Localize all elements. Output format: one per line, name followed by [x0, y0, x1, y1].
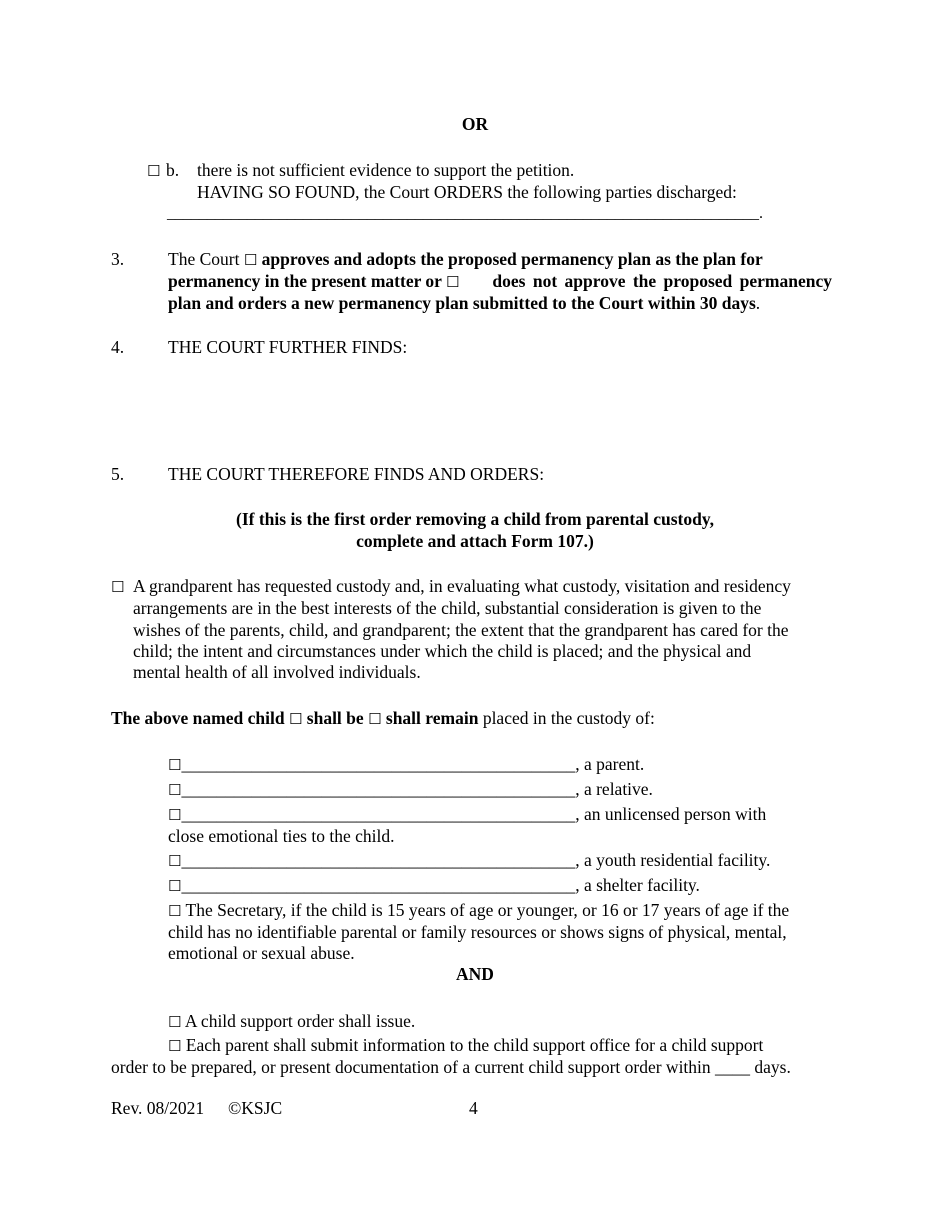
placement-unlicensed-blank[interactable]: _____________________________________________: [181, 804, 576, 824]
item4-number: 4.: [111, 337, 125, 357]
custody-lead: The above named child: [111, 708, 285, 728]
item3-period: .: [755, 293, 761, 313]
item4-text: THE COURT FURTHER FINDS:: [168, 337, 408, 357]
secretary-line3: emotional or sexual abuse.: [168, 943, 355, 963]
shall-be-label: shall be: [306, 708, 364, 728]
custody-line: [111, 707, 655, 730]
grandparent-checkbox[interactable]: ☐: [111, 578, 125, 596]
item-b-label: b.: [166, 160, 180, 180]
grandparent-line1: A grandparent has requested custody and, in evaluating what custody, visitation and residency: [133, 576, 791, 596]
support-submit-line2: order to be prepared, or present documentation of a current child support order within ____ days.: [111, 1057, 791, 1077]
placement-youth-blank[interactable]: _____________________________________________: [181, 850, 576, 870]
placement-parent-label: , a parent.: [575, 754, 645, 774]
placement-shelter-label: , a shelter facility.: [575, 875, 700, 895]
item5-text: THE COURT THEREFORE FINDS AND ORDERS:: [168, 464, 545, 484]
grandparent-line2: arrangements are in the best interests of the child, substantial consideration is given to the: [133, 598, 762, 618]
custody-tail: placed in the custody of:: [482, 708, 655, 728]
grandparent-line4: child; the intent and circumstances under which the child is placed; and the physical and: [133, 641, 752, 661]
placement-relative-checkbox[interactable]: ☐: [168, 781, 182, 799]
support-issue: [168, 1010, 415, 1033]
placement-unlicensed-checkbox[interactable]: ☐: [168, 806, 182, 824]
item3-lead: The Court: [168, 249, 240, 269]
and-heading: AND: [456, 964, 494, 984]
footer-rev: Rev. 08/2021: [111, 1098, 205, 1118]
item3-approves: approves and adopts the proposed permanency plan as the plan for: [261, 249, 763, 269]
placement-youth-label: , a youth residential facility.: [575, 850, 771, 870]
placement-shelter-checkbox[interactable]: ☐: [168, 877, 182, 895]
grandparent-line5: mental health of all involved individuals.: [133, 662, 421, 682]
notice-line2: complete and attach Form 107.): [356, 531, 594, 551]
shall-remain-label: shall remain: [385, 708, 479, 728]
secretary-line1-text: The Secretary, if the child is 15 years of age or younger, or 16 or 17 years of age if the: [185, 900, 790, 920]
shall-remain-checkbox[interactable]: ☐: [368, 710, 382, 728]
support-issue-text: A child support order shall issue.: [184, 1011, 416, 1031]
support-submit-line1: [168, 1034, 763, 1057]
placement-youth-checkbox[interactable]: ☐: [168, 852, 182, 870]
item3-disapprove-checkbox[interactable]: ☐: [446, 273, 460, 291]
placement-unlicensed-cont: close emotional ties to the child.: [168, 826, 395, 846]
support-issue-checkbox[interactable]: ☐: [168, 1013, 182, 1031]
support-submit-checkbox[interactable]: ☐: [168, 1037, 182, 1055]
placement-shelter-blank[interactable]: _____________________________________________: [181, 875, 576, 895]
placement-youth: [168, 849, 770, 872]
placement-unlicensed-label: , an unlicensed person with: [575, 804, 767, 824]
placement-parent: [168, 753, 644, 776]
footer-page-number: 4: [469, 1098, 478, 1118]
item3-line2: [168, 270, 832, 293]
item-b-text: there is not sufficient evidence to support the petition.: [197, 160, 575, 180]
item3-line3-wrap: [168, 292, 760, 314]
placement-relative-label: , a relative.: [575, 779, 653, 799]
item5-number: 5.: [111, 464, 125, 484]
placement-relative: [168, 778, 653, 801]
notice-line1: (If this is the first order removing a child from parental custody,: [236, 509, 714, 529]
support-submit1-text: Each parent shall submit information to the child support office for a child support: [185, 1035, 764, 1055]
item3-line2b: does not approve the proposed permanency: [492, 271, 832, 291]
item-b-checkbox[interactable]: ☐: [147, 162, 161, 180]
placement-parent-checkbox[interactable]: ☐: [168, 756, 182, 774]
item3-line2a: permanency in the present matter or: [168, 271, 442, 291]
grandparent-line3: wishes of the parents, child, and grandparent; the extent that the grandparent has cared for the: [133, 620, 789, 640]
item3-approve-checkbox[interactable]: ☐: [243, 251, 258, 269]
item3-line1: [168, 248, 832, 271]
placement-parent-blank[interactable]: _____________________________________________: [181, 754, 576, 774]
or-heading: OR: [461, 114, 489, 134]
placement-relative-blank[interactable]: _____________________________________________: [181, 779, 576, 799]
item-b-blank[interactable]: __________________________________________________________________________.: [167, 205, 763, 222]
item3-number: 3.: [111, 249, 125, 269]
item-b-order: HAVING SO FOUND, the Court ORDERS the following parties discharged:: [197, 182, 737, 202]
placement-unlicensed: [168, 803, 766, 826]
secretary-line2: child has no identifiable parental or family resources or shows signs of physical, mental,: [168, 922, 787, 942]
item3-line3: plan and orders a new permanency plan submitted to the Court within 30 days: [168, 293, 756, 313]
secretary-line1: [168, 899, 789, 922]
footer-copyright: ©KSJC: [228, 1098, 283, 1118]
shall-be-checkbox[interactable]: ☐: [288, 710, 303, 728]
placement-shelter: [168, 874, 700, 897]
secretary-checkbox[interactable]: ☐: [168, 902, 182, 920]
